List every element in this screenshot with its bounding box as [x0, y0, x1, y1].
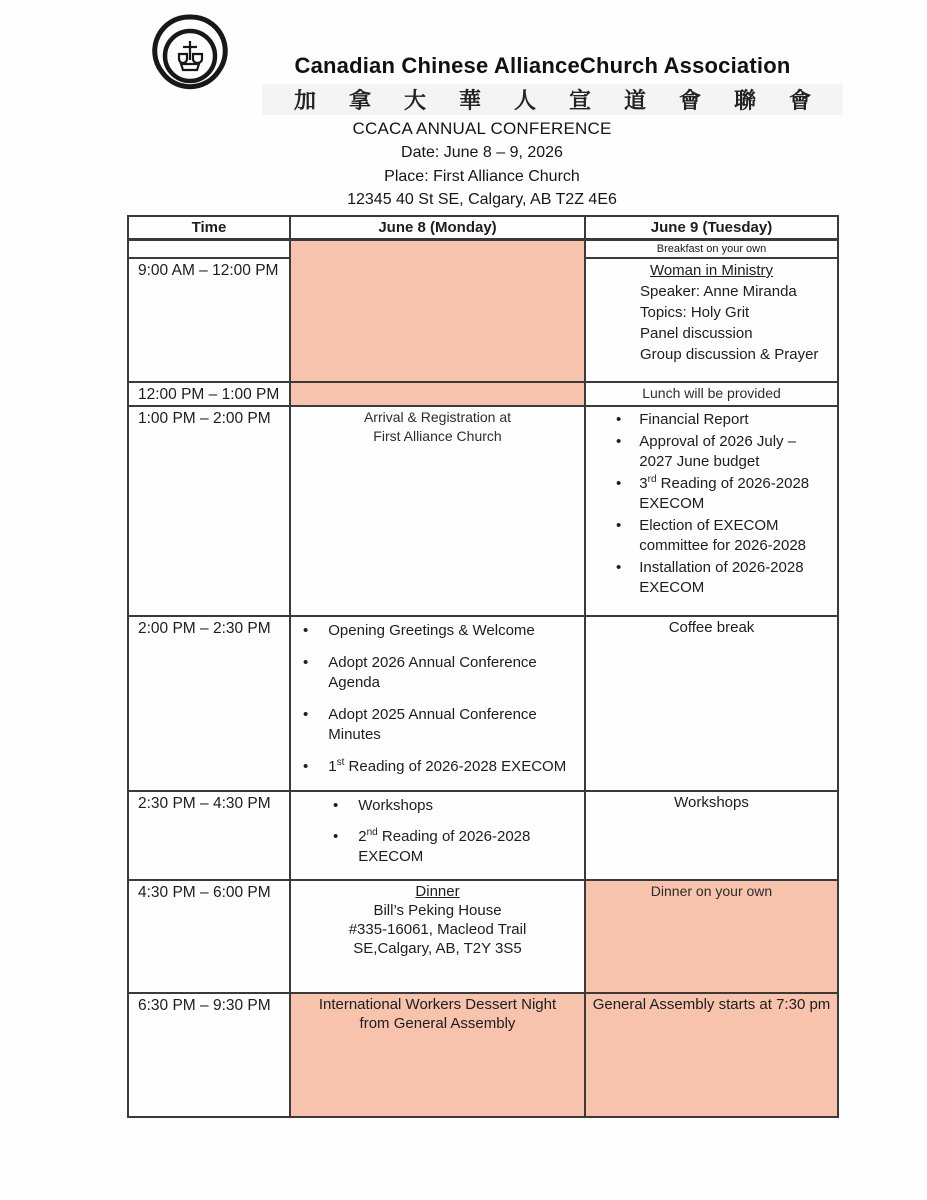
bullet-icon: •: [303, 758, 309, 775]
bullet-text: Election of EXECOM committee for 2026-2028: [639, 517, 807, 554]
cell-630-june8: [290, 993, 585, 1117]
bullet-text: Adopt 2025 Annual Conference Minutes: [328, 706, 537, 743]
bullet-icon: •: [333, 797, 339, 814]
cell-breakfast-june8: [290, 240, 585, 383]
bullet-icon: •: [616, 411, 622, 428]
bullet-icon: •: [616, 475, 622, 492]
bullet-text: Financial Report: [639, 411, 749, 428]
conference-place: Place: First Alliance Church: [384, 168, 580, 185]
cell-200-june9: [585, 616, 838, 791]
cell-100-june8: [290, 406, 585, 616]
schedule-row-1200: [128, 382, 838, 406]
schedule-table: [127, 215, 839, 1118]
text-line: Speaker: Anne Miranda: [640, 283, 797, 300]
text-line: International Workers Dessert Night from General Assembly: [318, 996, 557, 1032]
text-line: Topics: Holy Grit: [640, 304, 750, 321]
schedule-header-row: [128, 216, 838, 240]
bullet-item: [295, 757, 580, 777]
org-name-chinese: 加拿大華人宣道會聯會: [294, 88, 845, 114]
text-line: 2:30 PM – 4:30 PM: [138, 795, 271, 812]
cell-1200-june9: [585, 382, 838, 406]
bullet-item: [590, 432, 833, 472]
bullet-text: Approval of 2026 July – 2027 June budget: [639, 433, 797, 470]
text-line: Woman in Ministry: [649, 262, 774, 279]
cell-breakfast-june9: [585, 240, 838, 259]
text-line: Arrival & Registration at: [363, 409, 512, 425]
text-line: First Alliance Church: [373, 428, 502, 444]
text-line: 1:00 PM – 2:00 PM: [138, 410, 271, 427]
bullet-item: [295, 827, 580, 867]
cell-230-time: [128, 791, 290, 880]
bullet-item: [295, 621, 580, 641]
bullet-icon: •: [303, 654, 309, 671]
cell-230-june9: [585, 791, 838, 880]
text-line: 4:30 PM – 6:00 PM: [138, 884, 271, 901]
conference-date: Date: June 8 – 9, 2026: [401, 144, 563, 161]
schedule-row-230: [128, 791, 838, 880]
text-line: 9:00 AM – 12:00 PM: [138, 262, 279, 279]
bullet-icon: •: [333, 828, 339, 845]
bullet-text: 2nd Reading of 2026-2028 EXECOM: [358, 827, 531, 865]
bullet-icon: •: [616, 559, 622, 576]
bullet-item: [295, 796, 580, 816]
text-line: 12:00 PM – 1:00 PM: [138, 386, 280, 403]
bullet-icon: •: [616, 517, 622, 534]
bullet-icon: •: [616, 433, 622, 450]
text-line: 2:00 PM – 2:30 PM: [138, 620, 271, 637]
bullet-item: [590, 516, 833, 556]
conference-address: 12345 40 St SE, Calgary, AB T2Z 4E6: [347, 191, 617, 208]
cell-1200-time: [128, 382, 290, 406]
cell-200-june8: [290, 616, 585, 791]
cell-630-time: [128, 993, 290, 1117]
conference-title: CCACA ANNUAL CONFERENCE: [352, 119, 612, 138]
cell-230-june8: [290, 791, 585, 880]
text-line: Bill’s Peking House: [373, 902, 502, 919]
column-header-time: Time: [128, 216, 290, 240]
text-line: Breakfast on your own: [656, 243, 767, 255]
cell-630-june9: [585, 993, 838, 1117]
bullet-text: 1st Reading of 2026-2028 EXECOM: [328, 757, 567, 775]
text-line: Workshops: [674, 794, 749, 811]
cell-430-time: [128, 880, 290, 993]
document-header: [0, 0, 927, 215]
bullet-item: [295, 653, 580, 693]
bullet-text: Opening Greetings & Welcome: [328, 622, 535, 639]
text-line: 6:30 PM – 9:30 PM: [138, 997, 271, 1014]
cell-100-time: [128, 406, 290, 616]
ccaca-logo: [148, 10, 232, 102]
cell-430-june9: [585, 880, 838, 993]
schedule-row-100: [128, 406, 838, 616]
text-line: SE,Calgary, AB, T2Y 3S5: [353, 940, 522, 957]
column-header-june9: June 9 (Tuesday): [585, 216, 838, 240]
trinity-knot-cross-icon: [148, 10, 232, 102]
bullet-icon: •: [303, 706, 309, 723]
cell-900-time: [128, 258, 290, 382]
schedule-row-630: [128, 993, 838, 1117]
schedule-row-200: [128, 616, 838, 791]
text-line: Panel discussion: [640, 325, 753, 342]
bullet-text: Workshops: [358, 797, 434, 814]
org-name-chinese-band: [262, 84, 843, 115]
cell-100-june9: [585, 406, 838, 616]
cell-430-june8: [290, 880, 585, 993]
text-line: #335-16061, Macleod Trail: [348, 921, 527, 938]
cell-200-time: [128, 616, 290, 791]
org-name-english: Canadian Chinese AllianceChurch Association: [294, 53, 791, 78]
bullet-icon: •: [303, 622, 309, 639]
bullet-item: [295, 705, 580, 745]
text-line: Dinner on your own: [650, 883, 773, 899]
text-line: Group discussion & Prayer: [640, 346, 819, 363]
bullet-item: [590, 558, 833, 598]
bullet-text: 3rd Reading of 2026-2028 EXECOM: [639, 474, 810, 512]
column-header-june8: June 8 (Monday): [290, 216, 585, 240]
schedule-row-430: [128, 880, 838, 993]
text-line: Coffee break: [668, 619, 755, 636]
text-line: General Assembly starts at 7:30 pm: [592, 996, 831, 1013]
bullet-text: Installation of 2026-2028 EXECOM: [639, 559, 804, 596]
text-line: Dinner: [415, 883, 460, 900]
schedule-row-breakfast: [128, 240, 838, 259]
bullet-item: [590, 410, 833, 430]
bullet-text: Adopt 2026 Annual Conference Agenda: [328, 654, 537, 691]
text-line: Lunch will be provided: [642, 385, 781, 401]
bullet-item: [590, 474, 833, 514]
cell-breakfast-time: [128, 240, 290, 259]
cell-1200-june8: [290, 382, 585, 406]
cell-900-june9: [585, 258, 838, 382]
